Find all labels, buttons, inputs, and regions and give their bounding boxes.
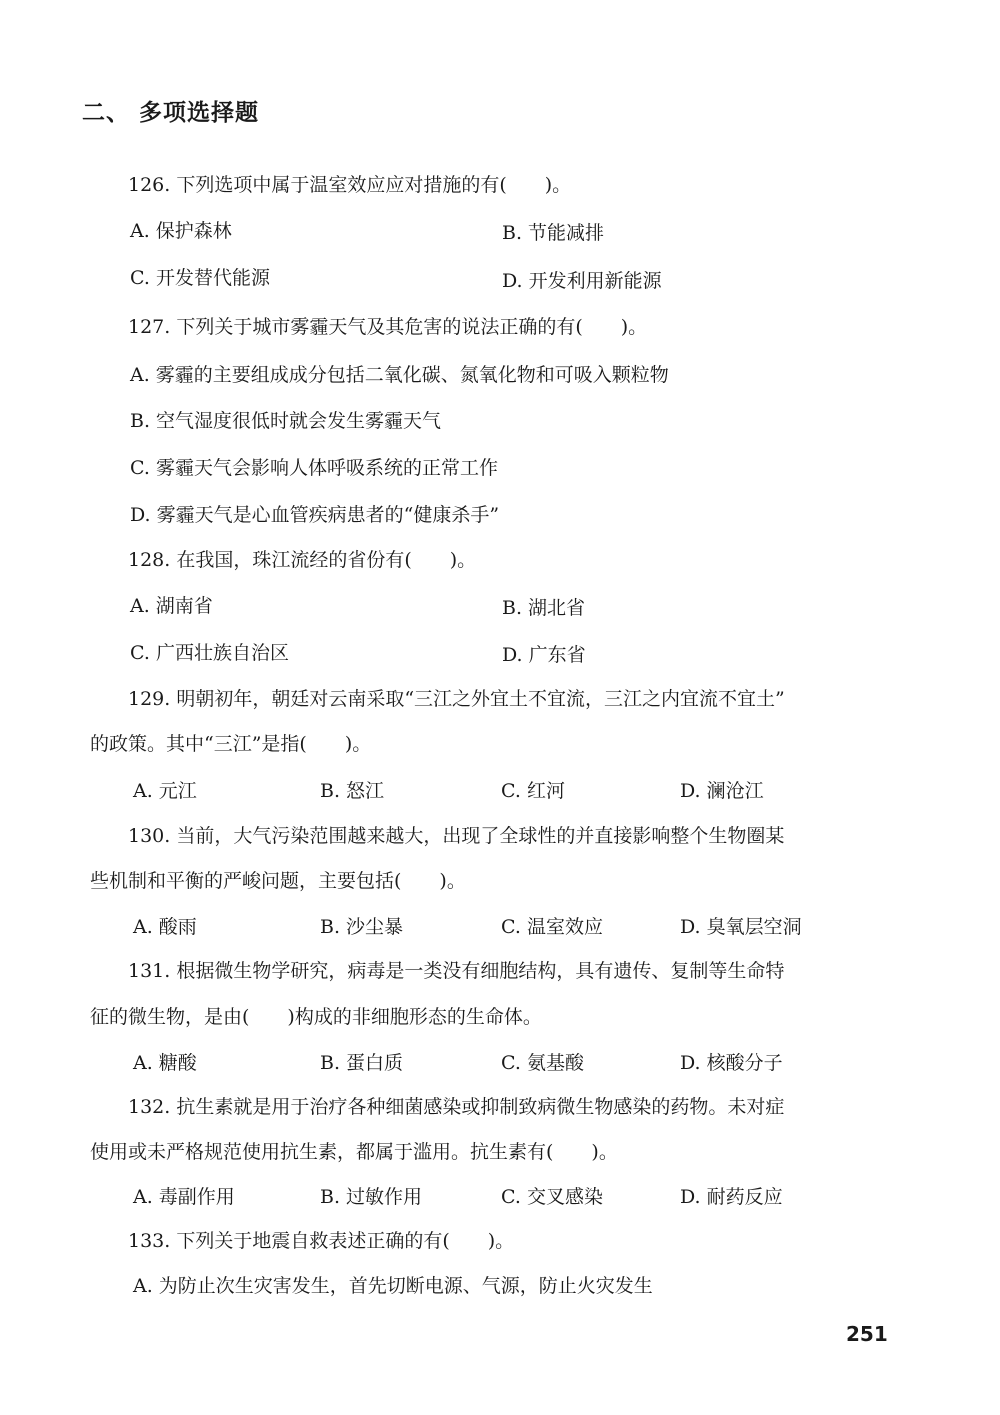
question-130-option-a: A. 酸雨: [133, 916, 197, 938]
question-126-option-b: B. 节能减排: [502, 222, 605, 244]
question-127-option-a: A. 雾霾的主要组成成分包括二氧化碳、氮氧化物和可吸入颗粒物: [130, 364, 669, 386]
question-131-stem-line-2: 征的微生物，是由( )构成的非细胞形态的生命体。: [90, 1006, 542, 1028]
question-127-option-d: D. 雾霾天气是心血管疾病患者的“健康杀手”: [130, 504, 500, 526]
question-126-option-c: C. 开发替代能源: [130, 267, 270, 289]
question-128-stem: 128. 在我国，珠江流经的省份有( )。: [128, 549, 477, 571]
question-131-option-a: A. 糖酸: [133, 1052, 197, 1074]
question-130-option-b: B. 沙尘暴: [320, 916, 404, 938]
question-126-option-a: A. 保护森林: [130, 220, 232, 242]
question-132-stem-line-1: 132. 抗生素就是用于治疗各种细菌感染或抑制致病微生物感染的药物。未对症: [128, 1096, 785, 1118]
question-127-option-b: B. 空气湿度很低时就会发生雾霾天气: [130, 410, 442, 432]
question-127-option-c: C. 雾霾天气会影响人体呼吸系统的正常工作: [130, 457, 498, 479]
question-130-option-d: D. 臭氧层空洞: [680, 916, 802, 938]
question-130-stem-line-2: 些机制和平衡的严峻问题，主要包括( )。: [90, 870, 466, 892]
question-132-option-a: A. 毒副作用: [133, 1186, 235, 1208]
question-131-option-d: D. 核酸分子: [680, 1052, 783, 1074]
question-131-stem-line-1: 131. 根据微生物学研究，病毒是一类没有细胞结构，具有遗传、复制等生命特: [128, 960, 785, 982]
question-129-option-d: D. 澜沧江: [680, 780, 764, 802]
question-131-option-c: C. 氨基酸: [501, 1052, 584, 1074]
question-127-stem: 127. 下列关于城市雾霾天气及其危害的说法正确的有( )。: [128, 316, 648, 338]
question-130-option-c: C. 温室效应: [501, 916, 603, 938]
question-132-option-d: D. 耐药反应: [680, 1186, 783, 1208]
question-128-option-d: D. 广东省: [502, 644, 586, 666]
question-128-option-a: A. 湖南省: [130, 595, 213, 617]
question-133-stem: 133. 下列关于地震自救表述正确的有( )。: [128, 1230, 515, 1252]
question-132-option-c: C. 交叉感染: [501, 1186, 603, 1208]
question-130-stem-line-1: 130. 当前，大气污染范围越来越大，出现了全球性的并直接影响整个生物圈某: [128, 825, 785, 847]
question-129-option-c: C. 红河: [501, 780, 565, 802]
question-128-option-b: B. 湖北省: [502, 597, 586, 619]
question-129-stem-line-1: 129. 明朝初年，朝廷对云南采取“三江之外宜土不宜流，三江之内宜流不宜土”: [128, 688, 785, 710]
question-129-stem-line-2: 的政策。其中“三江”是指( )。: [90, 733, 372, 755]
question-126-option-d: D. 开发利用新能源: [502, 270, 662, 292]
question-129-option-b: B. 怒江: [320, 780, 385, 802]
question-132-stem-line-2: 使用或未严格规范使用抗生素，都属于滥用。抗生素有( )。: [90, 1141, 618, 1163]
question-126-stem: 126. 下列选项中属于温室效应应对措施的有( )。: [128, 174, 572, 196]
page-number: 251: [846, 1322, 888, 1346]
question-128-option-c: C. 广西壮族自治区: [130, 642, 289, 664]
question-132-option-b: B. 过敏作用: [320, 1186, 423, 1208]
section-title: 二、 多项选择题: [82, 100, 260, 126]
question-129-option-a: A. 元江: [133, 780, 197, 802]
question-133-option-a: A. 为防止次生灾害发生，首先切断电源、气源，防止火灾发生: [133, 1275, 653, 1297]
question-131-option-b: B. 蛋白质: [320, 1052, 404, 1074]
